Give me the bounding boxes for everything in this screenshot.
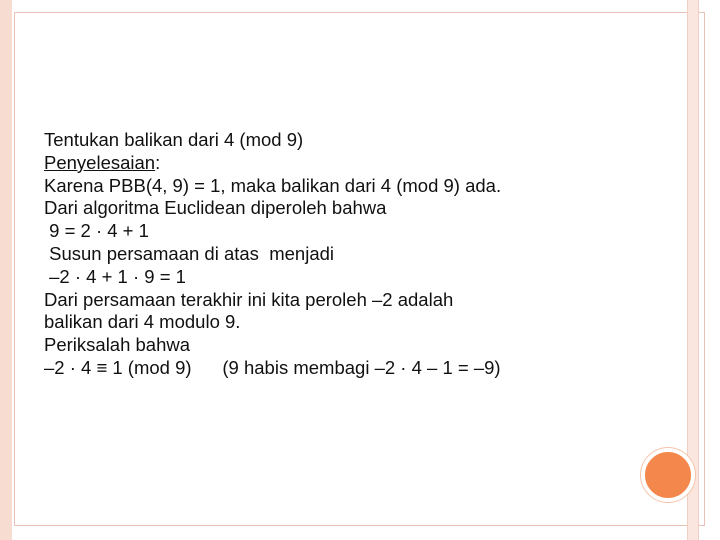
gcd-statement: Karena PBB(4, 9) = 1, maka balikan dari 4 (mod 9) ada. bbox=[44, 174, 502, 196]
euclid-intro: Dari algoritma Euclidean diperoleh bahwa bbox=[44, 197, 387, 219]
solution-heading-label: Penyelesaian bbox=[44, 151, 156, 173]
conclusion-line-2: balikan dari 4 modulo 9. bbox=[44, 311, 241, 333]
conclusion-line-1: Dari persamaan terakhir ini kita peroleh –2 adalah bbox=[44, 288, 454, 310]
rearrange-intro: Susun persamaan di atas menjadi bbox=[44, 242, 335, 264]
question-line: Tentukan balikan dari 4 (mod 9) bbox=[44, 129, 304, 150]
check-intro: Periksalah bahwa bbox=[44, 334, 191, 356]
orange-circle-decoration bbox=[641, 448, 695, 502]
euclid-equation: 9 = 2 · 4 + 1 bbox=[44, 220, 149, 242]
check-equation: –2 · 4 ≡ 1 (mod 9) (9 habis membagi –2 · 4 – 1 = –9) bbox=[44, 356, 501, 378]
solution-heading-colon: : bbox=[155, 151, 161, 173]
left-decorative-bar bbox=[0, 0, 12, 540]
solution-heading bbox=[44, 152, 664, 175]
slide-content bbox=[44, 129, 664, 380]
rearranged-equation: –2 · 4 + 1 · 9 = 1 bbox=[44, 265, 186, 287]
